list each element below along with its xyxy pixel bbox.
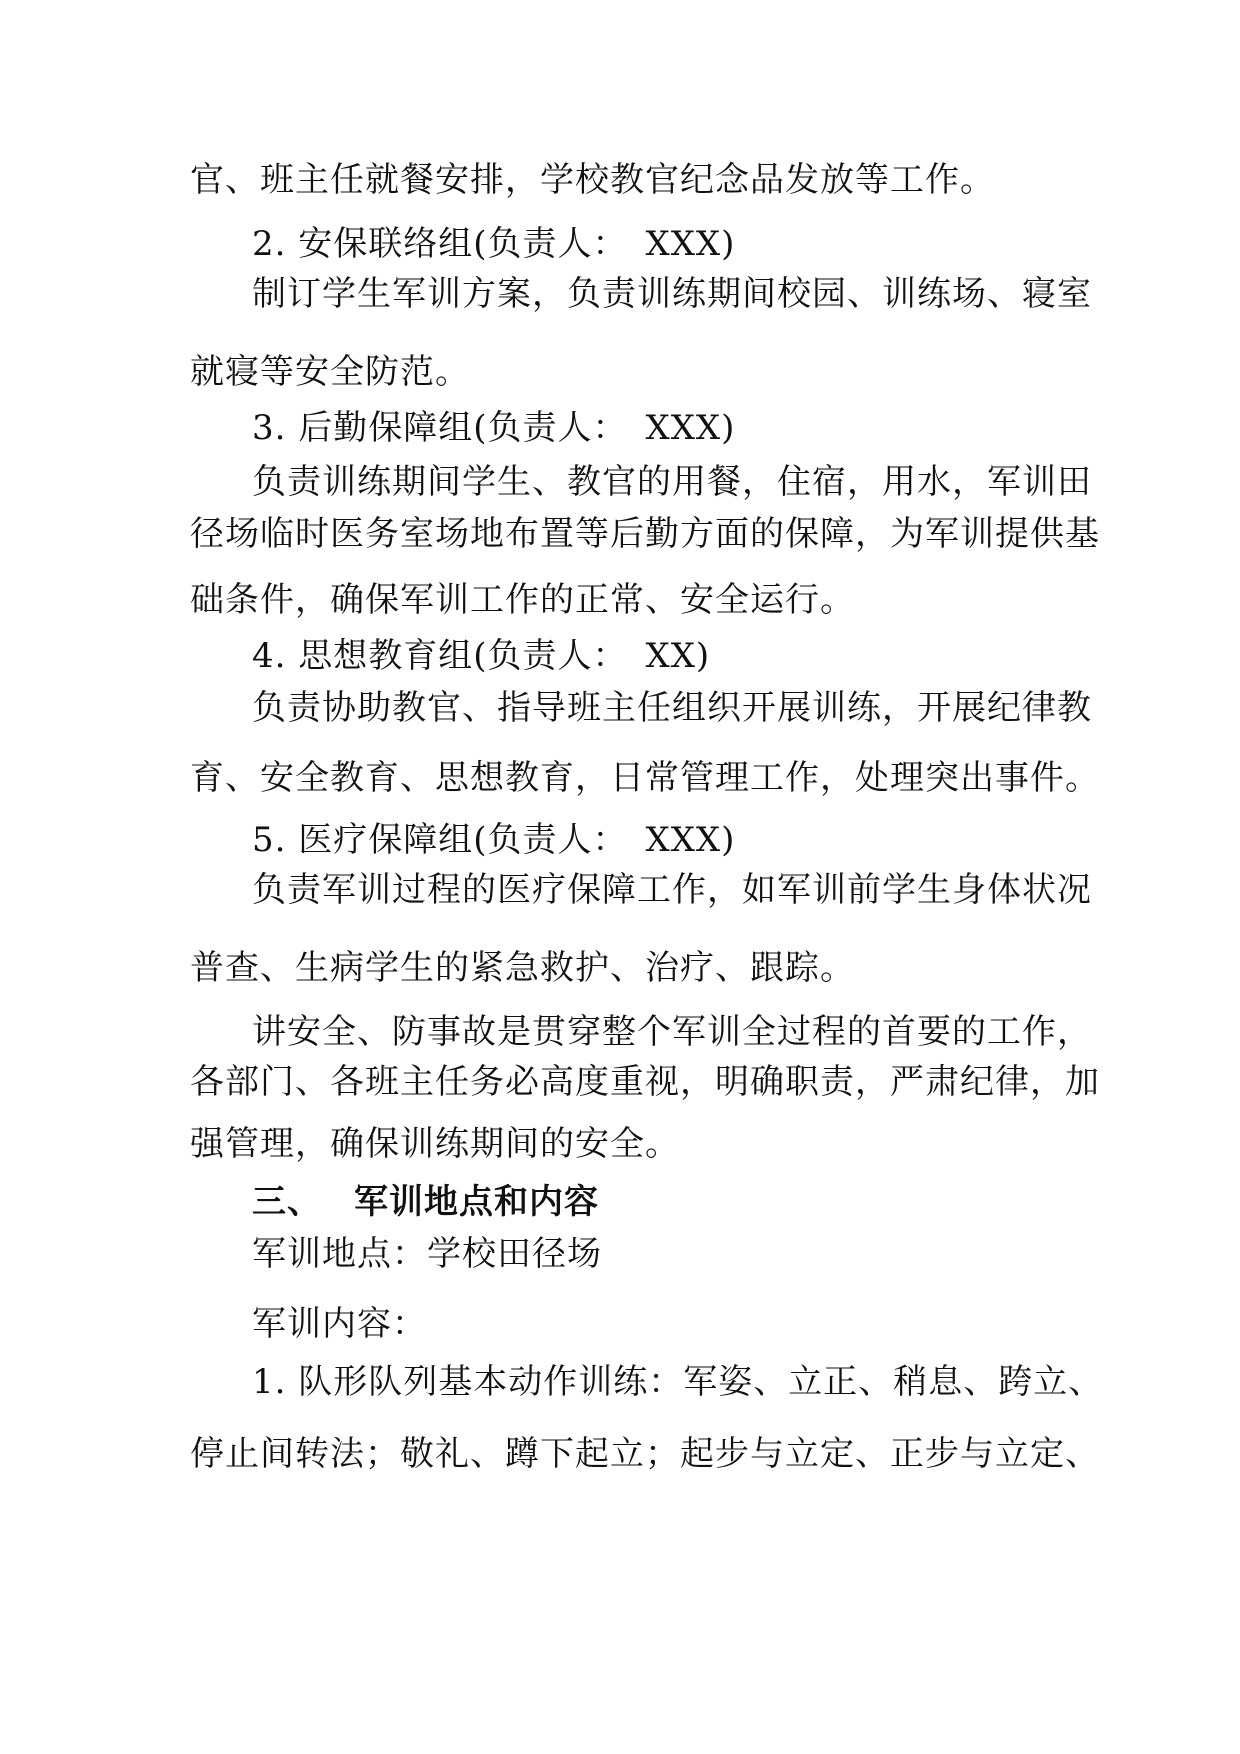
paragraph-line: 各部门、各班主任务必高度重视，明确职责，严肃纪律，加: [190, 1062, 1100, 1102]
paragraph-line: 径场临时医务室场地布置等后勤方面的保障，为军训提供基: [190, 514, 1100, 554]
paragraph-line: 负责协助教官、指导班主任组织开展训练，开展纪律教: [252, 688, 1092, 728]
paragraph-line: 讲安全、防事故是贯穿整个军训全过程的首要的工作，: [252, 1012, 1092, 1052]
group-heading-logistics: 3. 后勤保障组(负责人： XXX): [252, 408, 736, 448]
paragraph-line: 1. 队形队列基本动作训练：军姿、立正、稍息、跨立、: [252, 1362, 1104, 1402]
paragraph-line: 停止间转法；敬礼、蹲下起立；起步与立定、正步与立定、: [190, 1434, 1100, 1474]
paragraph-line: 军训地点：学校田径场: [252, 1234, 602, 1274]
section-number: 三、: [252, 1182, 322, 1222]
group-heading-education: 4. 思想教育组(负责人： XX): [252, 636, 711, 676]
section-title: 军训地点和内容: [354, 1182, 599, 1222]
paragraph-line: 制订学生军训方案，负责训练期间校园、训练场、寝室: [252, 274, 1092, 314]
group-heading-security: 2. 安保联络组(负责人： XXX): [252, 224, 736, 264]
group-heading-medical: 5. 医疗保障组(负责人： XXX): [252, 820, 736, 860]
paragraph-line: 普查、生病学生的紧急救护、治疗、跟踪。: [190, 948, 855, 988]
paragraph-line: 础条件，确保军训工作的正常、安全运行。: [190, 580, 855, 620]
paragraph-line: 军训内容：: [252, 1304, 427, 1344]
paragraph-line: 就寝等安全防范。: [190, 352, 470, 392]
section-heading: [252, 1180, 1070, 1224]
paragraph-line: 负责训练期间学生、教官的用餐，住宿，用水，军训田: [252, 462, 1092, 502]
paragraph-line: 官、班主任就餐安排，学校教官纪念品发放等工作。: [190, 160, 995, 200]
paragraph-line: 负责军训过程的医疗保障工作，如军训前学生身体状况: [252, 870, 1092, 910]
paragraph-line: 强管理，确保训练期间的安全。: [190, 1124, 680, 1164]
paragraph-line: 育、安全教育、思想教育，日常管理工作，处理突出事件。: [190, 758, 1100, 798]
